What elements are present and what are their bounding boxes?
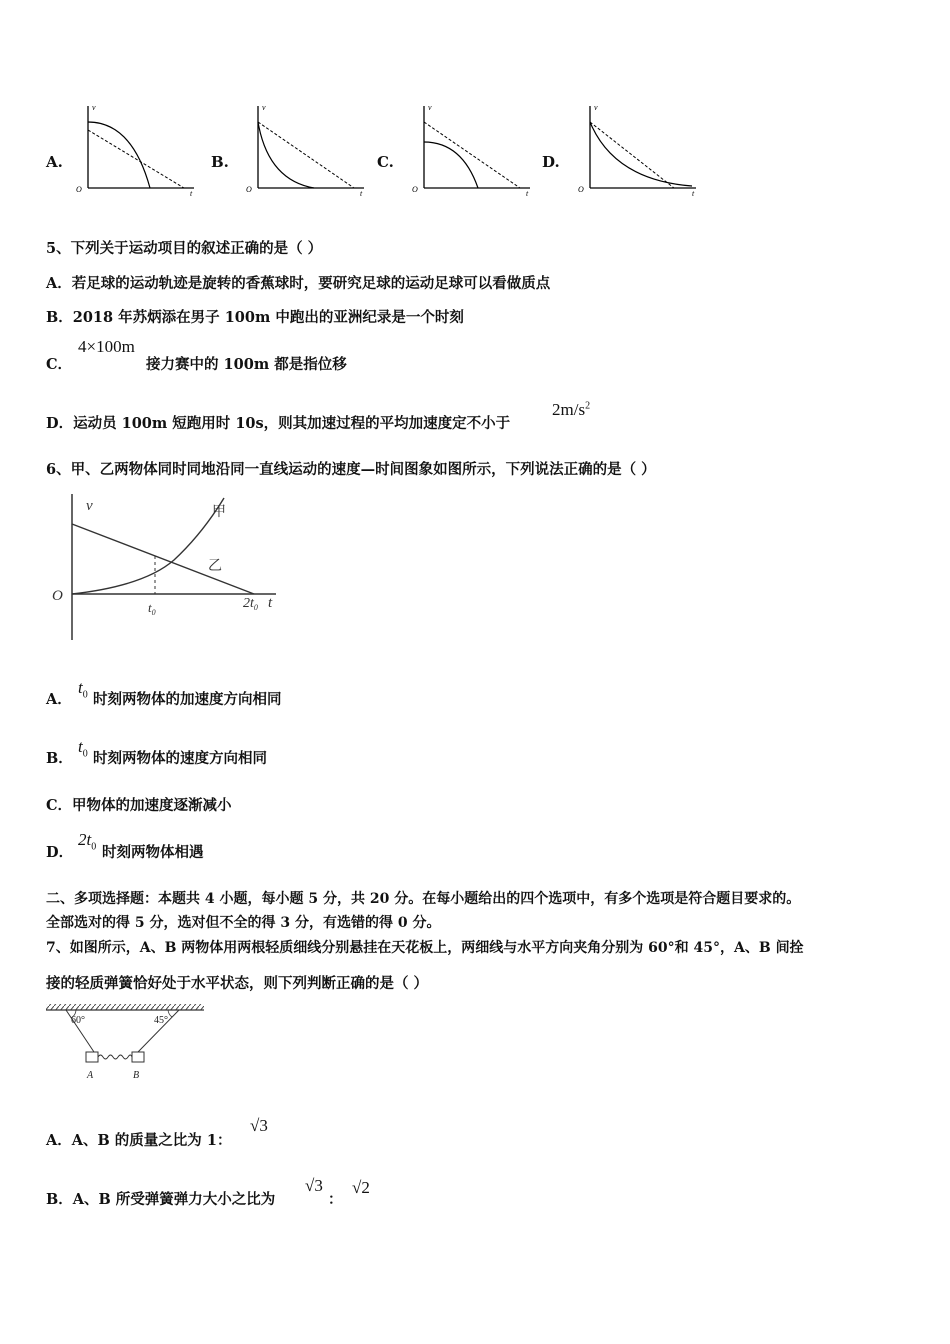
q6-option-d-text: 时刻两物体相遇 — [102, 844, 204, 861]
svg-text:t: t — [526, 189, 529, 196]
q6-vt-graph — [44, 490, 294, 648]
q4-graph-b — [242, 100, 372, 196]
q6-label-t0: $t_0$ — [148, 600, 156, 617]
q5-stem: 5、下列关于运动项目的叙述正确的是（ ） — [46, 240, 323, 257]
q7-option-a-text: A．A、B 的质量之比为 1： — [46, 1132, 232, 1149]
svg-text:O: O — [246, 185, 252, 194]
svg-text:45°: 45° — [154, 1015, 168, 1026]
q6-option-b-text: 时刻两物体的速度方向相同 — [93, 750, 267, 767]
q5-option-d-math: $2m/s^2$ — [552, 400, 591, 419]
q7-stem-line2: 接的轻质弹簧恰好处于水平状态，则下列判断正确的是（ ） — [46, 975, 429, 992]
svg-text:t: t — [360, 189, 363, 196]
q5-option-c-math: 4×100m — [78, 337, 135, 356]
q6-label-o: O — [52, 588, 63, 604]
spring — [98, 1055, 132, 1059]
ceiling — [46, 1004, 204, 1010]
q6-option-d-math: $2t_0$ — [78, 830, 97, 853]
q7-option-b-sep: ： — [328, 1191, 343, 1208]
q5-option-c-text: 接力赛中的 100m 都是指位移 — [146, 356, 347, 373]
q6-label-2t0: $2t_0$ — [243, 596, 258, 612]
q5-option-c-label: C． — [46, 356, 73, 373]
q5-option-d-text: D．运动员 100m 短跑用时 10s，则其加速过程的平均加速度定不小于 — [46, 415, 511, 432]
q6-option-a-text: 时刻两物体的加速度方向相同 — [93, 691, 282, 708]
q7-option-a-math: √3 — [250, 1116, 268, 1135]
q6-option-c[interactable]: C．甲物体的加速度逐渐减小 — [46, 797, 232, 814]
q6-option-b-label: B． — [46, 750, 73, 767]
section2-heading-line1: 二、多项选择题：本题共 4 小题，每小题 5 分，共 20 分。在每小题给出的四个选项中，有多个选项是符合题目要求的。 — [46, 891, 801, 907]
svg-text:v: v — [262, 103, 266, 112]
q5-option-a[interactable]: A．若足球的运动轨迹是旋转的香蕉球时，要研究足球的运动足球可以看做质点 — [46, 275, 551, 292]
q6-label-jia: 甲 — [212, 505, 226, 520]
q4-option-d-label[interactable]: D. — [542, 153, 560, 171]
q7-option-b-math2: √2 — [352, 1178, 370, 1197]
svg-text:B: B — [133, 1070, 140, 1081]
q6-yi-line — [72, 524, 254, 594]
q6-label-v: v — [86, 498, 93, 514]
q4-option-a-label[interactable]: A. — [46, 153, 63, 171]
q6-label-t: t — [268, 595, 273, 611]
svg-text:60°: 60° — [71, 1015, 85, 1026]
q6-option-b-math: $t_0$ — [78, 737, 88, 760]
q4-graph-d — [574, 100, 704, 196]
q7-option-b-math1: √3 — [305, 1176, 323, 1195]
block-a — [86, 1052, 98, 1062]
svg-text:v: v — [92, 103, 96, 112]
q6-label-yi: 乙 — [208, 559, 222, 574]
svg-text:O: O — [412, 185, 418, 194]
q4-graph-a — [72, 100, 202, 196]
q6-option-a-label: A． — [46, 691, 72, 708]
q5-option-b[interactable]: B．2018 年苏炳添在男子 100m 中跑出的亚洲纪录是一个时刻 — [46, 309, 464, 326]
svg-text:O: O — [578, 185, 584, 194]
block-b — [132, 1052, 144, 1062]
section2-heading-line2: 全部选对的得 5 分，选对但不全的得 3 分，有选错的得 0 分。 — [46, 915, 441, 931]
q4-option-b-label[interactable]: B. — [211, 153, 229, 171]
svg-text:t: t — [692, 189, 695, 196]
svg-text:t: t — [190, 189, 193, 196]
q6-stem: 6、甲、乙两物体同时同地沿同一直线运动的速度—时间图象如图所示，下列说法正确的是（ ） — [46, 461, 656, 478]
q6-option-d-label: D． — [46, 844, 74, 861]
svg-text:O: O — [76, 185, 82, 194]
q7-option-b-text: B．A、B 所受弹簧弹力大小之比为 — [46, 1191, 276, 1208]
svg-text:v: v — [594, 103, 598, 112]
svg-text:A: A — [87, 1070, 94, 1081]
q6-option-a-math: $t_0$ — [78, 678, 88, 701]
q7-stem-line1: 7、如图所示，A、B 两物体用两根轻质细线分别悬挂在天花板上，两细线与水平方向夹角分别为 60°和 45°，A、B 间拴 — [46, 940, 804, 956]
svg-text:v: v — [428, 103, 432, 112]
q4-graph-c — [408, 100, 538, 196]
q4-option-c-label[interactable]: C. — [377, 153, 394, 171]
q6-jia-curve — [72, 498, 224, 594]
q7-figure — [44, 1000, 209, 1086]
